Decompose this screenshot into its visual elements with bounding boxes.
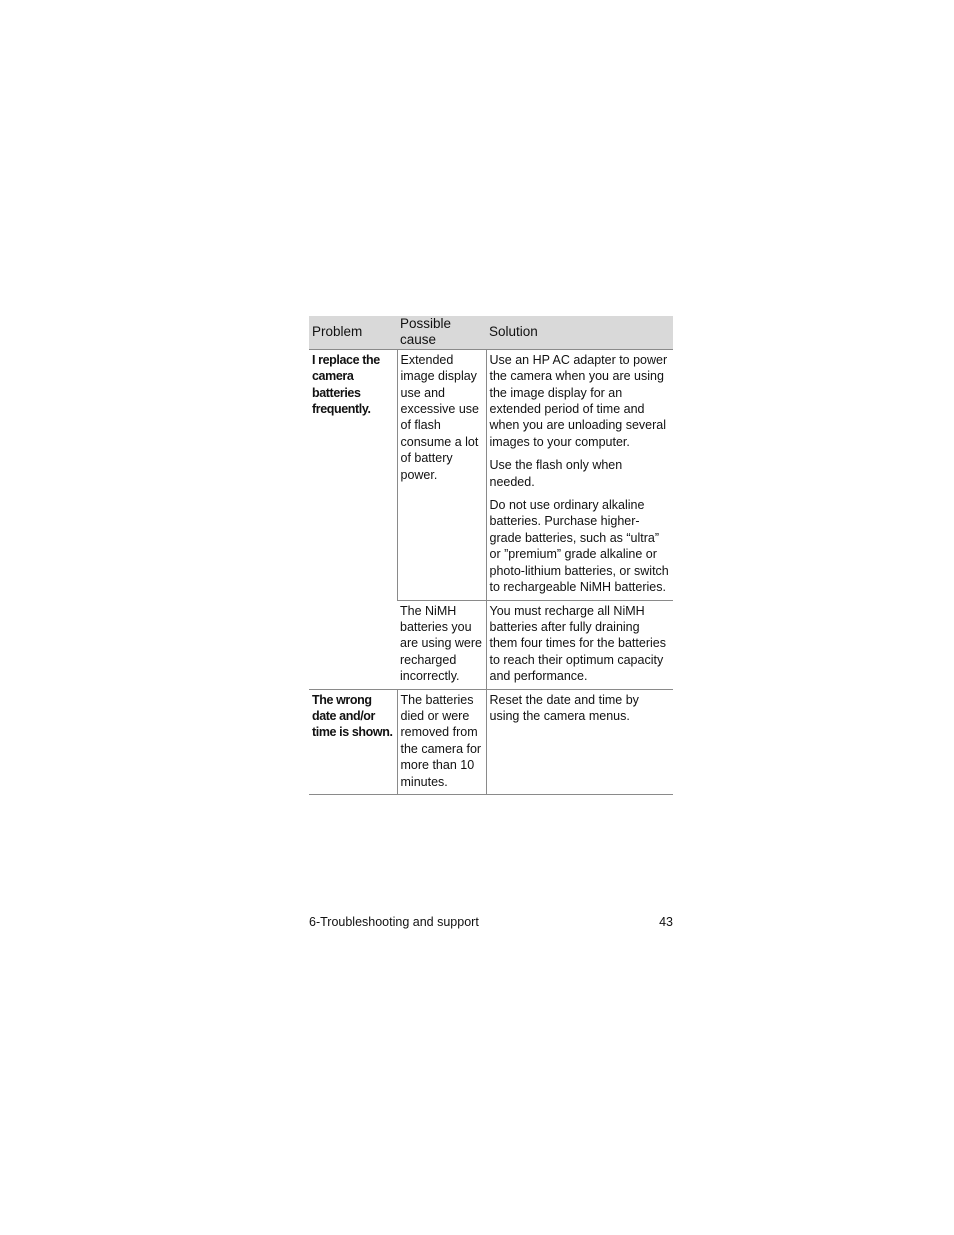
header-possible-cause: Possible cause	[397, 316, 486, 349]
cause-cell: The NiMH batteries you are using were recharged incorrectly.	[397, 600, 486, 689]
page-number: 43	[659, 915, 673, 929]
solution-cell	[486, 349, 673, 600]
cause-cell: The batteries died or were removed from the camera for more than 10 minutes.	[397, 689, 486, 794]
cause-cell: Extended image display use and excessive use of flash consume a lot of battery power.	[397, 349, 486, 600]
header-problem: Problem	[309, 316, 397, 349]
table-header-row	[309, 316, 673, 349]
solution-text: Use the flash only when needed.	[489, 458, 623, 489]
troubleshooting-table	[309, 316, 673, 795]
solution-text: Do not use ordinary alkaline batteries. Purchase higher-grade batteries, such as “ultra” or ”premium” grade alkaline or photo-lithium batteries, or switch to rechargeable NiMH batteries.	[489, 498, 669, 595]
problem-cell: I replace the camera batteries frequently.	[309, 349, 397, 689]
table-row	[309, 349, 673, 600]
header-solution: Solution	[486, 316, 673, 349]
problem-cell: The wrong date and/or time is shown.	[309, 689, 397, 794]
solution-cell	[486, 689, 673, 794]
footer-section-title: 6-Troubleshooting and support	[309, 915, 479, 929]
solution-text: You must recharge all NiMH batteries after fully draining them four times for the batteries to reach their optimum capacity and performance.	[489, 603, 666, 684]
solution-cell	[486, 600, 673, 689]
solution-text: Reset the date and time by using the camera menus.	[489, 692, 639, 723]
table-row	[309, 689, 673, 794]
solution-text: Use an HP AC adapter to power the camera when you are using the image display for an extended period of time and when you are unloading several images to your computer.	[489, 352, 668, 449]
